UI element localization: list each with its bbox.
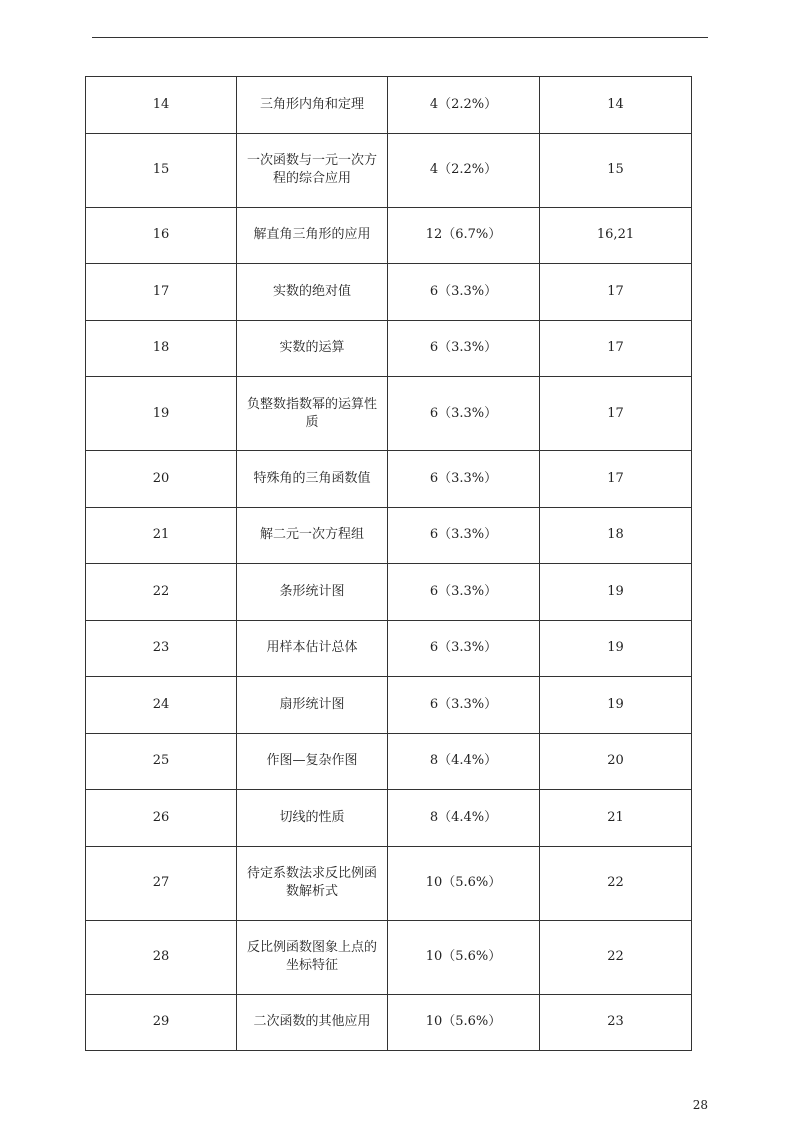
score-cell: 10（5.6%）	[388, 920, 540, 994]
question-number-cell: 19	[540, 620, 692, 677]
question-number-cell: 19	[540, 564, 692, 621]
score-cell: 6（3.3%）	[388, 320, 540, 377]
header-rule	[92, 37, 708, 38]
score-cell: 4（2.2%）	[388, 77, 540, 134]
knowledge-point-cell: 待定系数法求反比例函数解析式	[237, 846, 388, 920]
question-number-cell: 17	[540, 264, 692, 321]
row-number-cell: 23	[86, 620, 237, 677]
knowledge-point-cell: 反比例函数图象上点的坐标特征	[237, 920, 388, 994]
table-row	[86, 920, 692, 994]
score-cell: 6（3.3%）	[388, 377, 540, 451]
table-row	[86, 264, 692, 321]
score-cell: 4（2.2%）	[388, 133, 540, 207]
score-cell: 6（3.3%）	[388, 451, 540, 508]
question-number-cell: 17	[540, 320, 692, 377]
question-number-cell: 19	[540, 677, 692, 734]
knowledge-point-table	[85, 76, 692, 1051]
table-row	[86, 320, 692, 377]
row-number-cell: 14	[86, 77, 237, 134]
knowledge-point-cell: 特殊角的三角函数值	[237, 451, 388, 508]
table-row	[86, 733, 692, 790]
row-number-cell: 20	[86, 451, 237, 508]
row-number-cell: 18	[86, 320, 237, 377]
table-row	[86, 451, 692, 508]
knowledge-point-cell: 用样本估计总体	[237, 620, 388, 677]
knowledge-point-cell: 切线的性质	[237, 790, 388, 847]
question-number-cell: 21	[540, 790, 692, 847]
page-number: 28	[692, 1098, 708, 1112]
knowledge-point-cell: 负整数指数幂的运算性质	[237, 377, 388, 451]
question-number-cell: 18	[540, 507, 692, 564]
knowledge-point-cell: 扇形统计图	[237, 677, 388, 734]
question-number-cell: 14	[540, 77, 692, 134]
knowledge-point-cell: 三角形内角和定理	[237, 77, 388, 134]
row-number-cell: 25	[86, 733, 237, 790]
table-row	[86, 207, 692, 264]
table-row	[86, 77, 692, 134]
question-number-cell: 17	[540, 377, 692, 451]
knowledge-point-cell: 解二元一次方程组	[237, 507, 388, 564]
score-cell: 10（5.6%）	[388, 846, 540, 920]
score-cell: 6（3.3%）	[388, 677, 540, 734]
row-number-cell: 24	[86, 677, 237, 734]
question-number-cell: 20	[540, 733, 692, 790]
knowledge-point-cell: 二次函数的其他应用	[237, 994, 388, 1051]
row-number-cell: 29	[86, 994, 237, 1051]
table-row	[86, 846, 692, 920]
score-cell: 6（3.3%）	[388, 620, 540, 677]
score-cell: 6（3.3%）	[388, 507, 540, 564]
question-number-cell: 23	[540, 994, 692, 1051]
question-number-cell: 22	[540, 846, 692, 920]
knowledge-point-cell: 作图—复杂作图	[237, 733, 388, 790]
score-cell: 6（3.3%）	[388, 564, 540, 621]
question-number-cell: 22	[540, 920, 692, 994]
knowledge-point-cell: 条形统计图	[237, 564, 388, 621]
knowledge-point-cell: 实数的运算	[237, 320, 388, 377]
row-number-cell: 28	[86, 920, 237, 994]
knowledge-point-cell: 解直角三角形的应用	[237, 207, 388, 264]
table-row	[86, 564, 692, 621]
table-row	[86, 994, 692, 1051]
row-number-cell: 19	[86, 377, 237, 451]
row-number-cell: 21	[86, 507, 237, 564]
question-number-cell: 15	[540, 133, 692, 207]
table-row	[86, 133, 692, 207]
knowledge-point-cell: 实数的绝对值	[237, 264, 388, 321]
row-number-cell: 26	[86, 790, 237, 847]
row-number-cell: 15	[86, 133, 237, 207]
row-number-cell: 17	[86, 264, 237, 321]
score-cell: 6（3.3%）	[388, 264, 540, 321]
question-number-cell: 17	[540, 451, 692, 508]
table-body	[86, 77, 692, 1051]
row-number-cell: 16	[86, 207, 237, 264]
table-row	[86, 790, 692, 847]
table-row	[86, 507, 692, 564]
table-row	[86, 620, 692, 677]
row-number-cell: 27	[86, 846, 237, 920]
score-cell: 8（4.4%）	[388, 790, 540, 847]
score-cell: 10（5.6%）	[388, 994, 540, 1051]
score-cell: 12（6.7%）	[388, 207, 540, 264]
score-cell: 8（4.4%）	[388, 733, 540, 790]
question-number-cell: 16,21	[540, 207, 692, 264]
table-row	[86, 377, 692, 451]
row-number-cell: 22	[86, 564, 237, 621]
knowledge-point-cell: 一次函数与一元一次方程的综合应用	[237, 133, 388, 207]
table-row	[86, 677, 692, 734]
